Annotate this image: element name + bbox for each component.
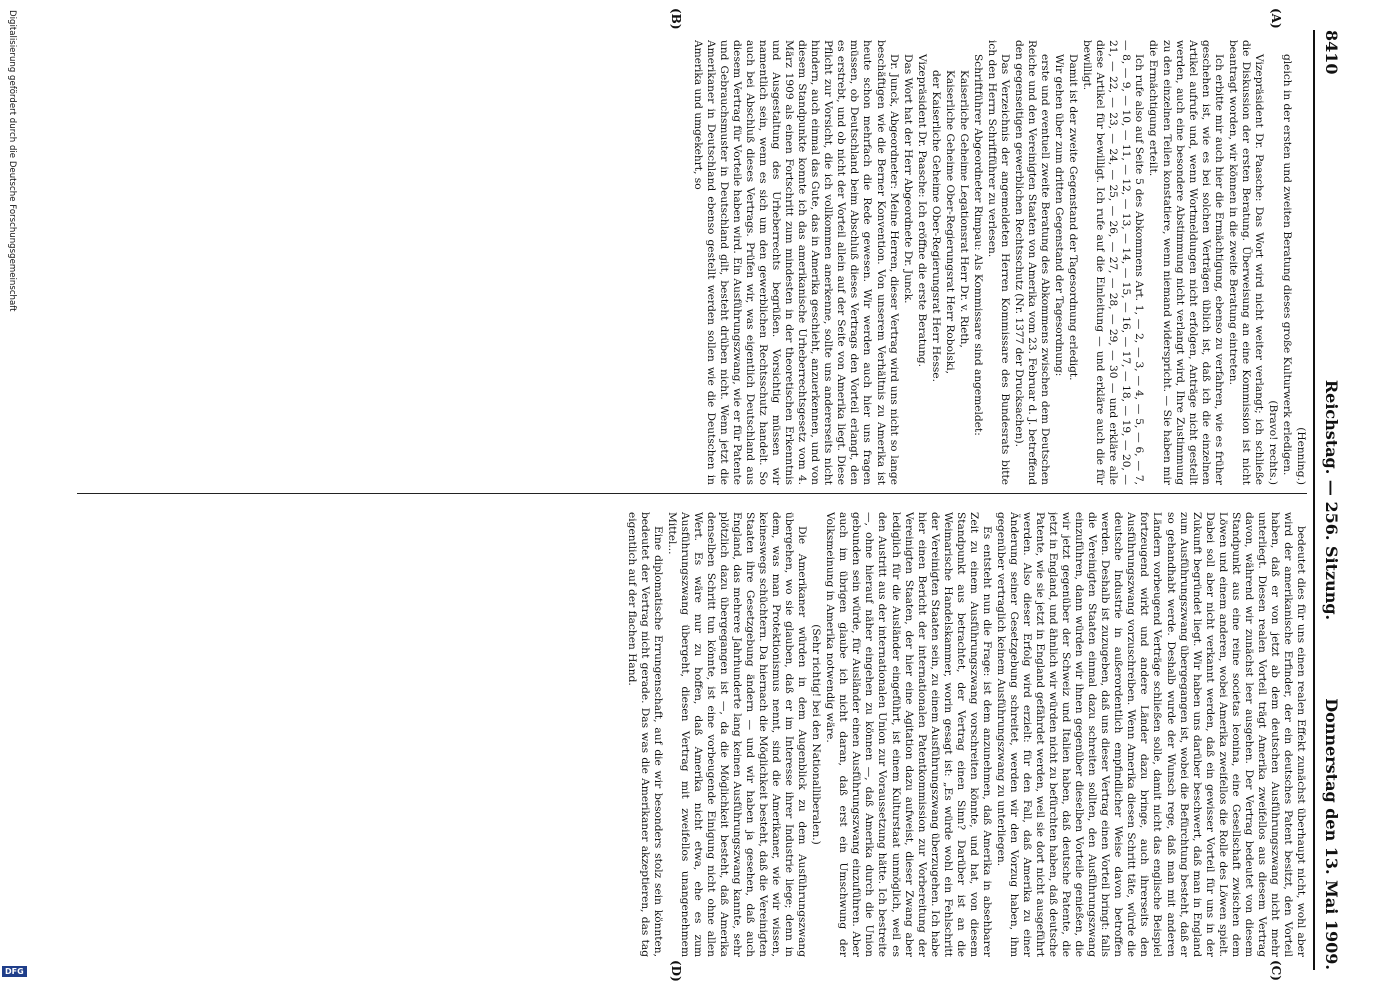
header-date: Donnerstag den 13. Mai 1909. [1322,698,1341,970]
header-rule [1313,30,1315,970]
page-number: 8410 [1322,30,1341,75]
paragraph: Eine diplomatische Errungenschaft, auf die wir besonders stolz sein könnten, bedeutet der Vertrag nicht gerade. Das was die Amerikaner akzeptieren, das tag eigentlich auf der flachen Hand. [625,512,664,957]
page-header [1313,30,1341,970]
header-title: Reichstag. — 256. Sitzung. [1322,379,1341,621]
paragraph: Damit ist der zweite Gegenstand der Tagesordnung erledigt. [1067,54,1080,381]
paragraph: Wir gehen über zum dritten Gegenstand der Tagesordnung: [1053,54,1066,377]
left-column [77,40,1307,485]
paragraph: Die Amerikaner würden in dem Augenblick zu dem Ausführungszwang übergehen, wo sie glauben, daß er im Interesse ihrer Industrie liege; denn in dem, was man Protektionismus nennt, sind die Amerikaner, wie wir wissen, keineswegs schüchtern. Da hiernach die Möglichkeit besteht, daß die Vereinigten Staaten ihre Gesetzgebung ändern — und wir haben ja gesehen, daß auch England, das mehrere Jahrhunderte lang keinen Ausführungszwang kannte, sehr plötzlich dazu übergegangen ist —, da die Möglichkeit besteht, daß Amerika denselben Schritt tun könnte, ist eine vorbeugende Einigung nicht ohne allen Wert. Es wäre nur zu hoffen, daß Amerika nicht etwa, ehe es zum Ausführungszwang übergeht, diesen Vertrag mit zweifellos unangenehmem Mittel... [665,512,809,957]
paragraph: (Sehr richtig! bei den Nationalliberalen.) [810,624,823,845]
dfg-logo: DFG [2,966,27,977]
paragraph: Vizepräsident Dr. Paasche: Ich eröffne die erste Beratung. [915,54,928,367]
paragraph: (Bravo! rechts.) [1266,400,1279,485]
right-column [77,512,1307,957]
paragraph: Kaiserliche Geheime Legationsrat Herr Dr. v. Rieth, [957,70,970,348]
paragraph: Schriftführer Abgeordneter Rimpau: Als Kommissare sind angemeldet: [971,54,984,436]
margin-mark-c: (C) [1269,960,1283,981]
paragraph: Es entsteht nun die Frage: ist dem anzunehmen, daß Amerika in absehbarer Zeit zu einem Ausführungszwang vorschreiten könnte, und hat, von diesem Standpunkt aus betrachtet, der Vertrag einen Sinn? Darüber ist an die Weimarische Handelskammer, worin gesagt ist: „Es würde wohl ein Fehlschritt der Vereinigten Staaten sein, zu einem Ausführungszwang überzugehen. Ich habe hier einen Bericht der internationalen Patentkommission zur Vorbereitung der Vereinigten Staaten, der hier eine Agitation dazu aufweist, dieser Zwang aber lediglich für die Ausländer eingeführt, ist einem Kulturstaat unmöglich, weil es den Austritt aus der internationalen Union zur Voraussetzung hätte. Ich bestreite —, ohne hierauf näher eingehen zu können —, daß Amerika durch die Union gebunden sein würde, für Ausländer einen Ausführungszwang einzuführen. Aber auch im übrigen glaube ich nicht daran, daß erst ein Umschwung der Volksmeinung in Amerika notwendig wäre. [824,512,993,957]
paragraph: gleich in der ersten und zweiten Beratung dieses große Kulturwerk erledigen. [1280,54,1293,476]
digitization-credit: Digitalisierung gefördert durch die Deutsche Forschungsgemeinschaft [7,10,17,312]
footer-strip [5,10,17,990]
paragraph: Ich rufe also auf Seite 5 des Abkommens Art. 1, — 2, — 3, — 4, — 5, — 6, — 7, — 8, — 9, — 10, — 11, — 12, — 13, — 14, — 15, — 16, — 17, — 18, — 19, — 20, — 21, — 22, — 23, — 24, — 25, — 26, — 27, — 28, — 29, — 30 — und erkläre alle diese Artikel für bewilligt. Ich rufe auf die Einleitung — und erkläre auch die für bewilligt. [1081,40,1146,485]
paragraph: Das Wort hat der Herr Abgeordnete Dr. Junck. [901,54,914,304]
paragraph: Ich erbitte mir auch hier die Ermächtigung, ebenso zu verfahren, wie es früher geschehen ist, wie es bei solchen Verträgen üblich ist, daß ich die einzelnen Artikel aufrufe und, wenn Wortmeldungen nicht erfolgen, Anträge nicht gestellt werden, auch eine besondere Abstimmung nicht verlangt wird, Ihre Zustimmung zu den einzelnen Teilen konstatiere, wenn niemand widerspricht. — Sie haben mir die Ermächtigung erteilt. [1147,40,1225,485]
margin-mark-a: (A) [1269,8,1283,29]
paragraph: Kaiserliche Geheime Ober-Regierungsrat Herr Robolski, [943,70,956,374]
margin-mark-b: (B) [669,8,683,30]
margin-mark-d: (D) [669,960,683,982]
paragraph: Vizepräsident Dr. Paasche: Das Wort wird nicht weiter verlangt; ich schließe die Diskussion der ersten Beratung. Überweisung an eine Kommission ist nicht beantragt worden, wir können in die zweite Beratung eintreten. [1226,40,1265,485]
paragraph: der Kaiserliche Geheime Ober-Regierungsrat Herr Hesse. [929,70,942,382]
paragraph: Dr. Junck, Abgeordneter: Meine Herren, dieser Vertrag wird uns nicht so lange beschäftigen wie die Berner Konvention. Von unserem Verhältnis zu Amerika ist heute schon mehrfach die Rede gewesen. Wir werden auch hier uns fragen müssen, ob Deutschland beim Abschluß dieses Vertrags den Vorteil erlangt, den es erstrebt, und ob nicht der Vorteil allein auf der Seite von Amerika liegt. Diese Pflicht zur Vorsicht, die ich vollkommen anerkenne, sollte uns andererseits nicht hindern, auch einmal das Gute, das in Amerika geschieht, anzuerkennen, und von diesem Standpunkte konnte ich das amerikanische Urheberrechtsgesetz vom 4. März 1909 als einen Fortschritt zum mindesten in der theoretischen Erkenntnis und Ausgestaltung des Urheberrechts begrüßen. Vorsichtig müssen wir namentlich sein, wenn es sich um den gewerblichen Rechtsschutz handelt. So auch bei Abschluß dieses Vertrags. Prüfen wir, was eigentlich Deutschland aus diesem Vertrag für Vorteile haben wird. Ein Ausführungszwang, wie er für Patente und Gebrauchsmuster in Deutschland gilt, besteht drüben nicht. Wenn jetzt die Amerikaner in Deutschland ebenso gestellt werden sollen wie die Deutschen in Amerika und umgekehrt, so [691,40,900,485]
paragraph: (Henning.) [1295,427,1307,485]
paragraph: Das Verzeichnis der angemeldeten Herren Kommissare des Bundesrats bitte ich den Herrn Schriftführer zu verlesen. [985,40,1011,485]
column-divider [77,493,1307,494]
paragraph: bedeutet dies für uns einen realen Effekt zunächst überhaupt nicht, wohl aber wird der amerikanische Erfinder, der ein deutsches Patent besitzt, den Vorteil haben, daß er von jetzt ab dem deutschen Ausführungszwang nicht mehr unterliegt. Diesen realen Vorteil trägt Amerika zweifellos aus diesem Vertrag davon, während wir zunächst leer ausgehen. Der Vertrag bedeutet von diesem Standpunkt aus eine reine societas leonina, eine Gesellschaft zwischen dem Löwen und einem anderen, wobei Amerika zweifellos die Rolle des Löwen spielt. Dabei soll aber nicht verkannt werden, daß ein gewisser Vorteil für uns in der Zukunft begründet liegt. Wir haben uns darüber beschwert, daß man in England zum Ausführungszwang übergegangen ist, wobei die Befürchtung besteht, daß er so gehandhabt werde. Deshalb wurde der Wunsch rege, daß man mit anderen Ländern vorbeugend Verträge schließen solle, damit nicht das englische Beispiel fortzeugend wirkt und andere Länder dazu bringe, auch ihrerseits den Ausführungszwang vorzuschreiben. Wenn Amerika diesen Schritt täte, würde die deutsche Industrie in außerordentlich empfindlicher Weise davon betroffen werden. Deshalb ist zuzugeben, daß uns dieser Vertrag einen Vorteil bringt: falls die Vereinigten Staaten einmal dazu schreiten sollten, den Ausführungszwang einzuführen, dann würden wir ihnen gegenüber dieselben Vorteile genießen, die wir jetzt gegenüber der Schweiz und Italien haben, daß deutsche Patente, die jetzt in England, und ähnlich wir würden nicht zu befürchten haben, daß deutsche Patente, wie sie jetzt in England gefährdet werden, weil sie dort nicht ausgeführt werden. Also dieser Erfolg wird erzielt: für den Fall, daß Amerika zu einer Änderung seiner Gesetzgebung schreitet, werden wir den Vorzug haben, ihm gegenüber vertraglich keinem Ausführungszwang zu unterliegen. [994,512,1307,957]
paragraph: erste und eventuell zweite Beratung des Abkommens zwischen dem Deutschen Reiche und den Vereinigten Staaten von Amerika vom 23. Februar d. J. betreffend den gegenseitigen gewerblichen Rechtsschutz (Nr. 1377 der Drucksachen). [1013,40,1052,485]
